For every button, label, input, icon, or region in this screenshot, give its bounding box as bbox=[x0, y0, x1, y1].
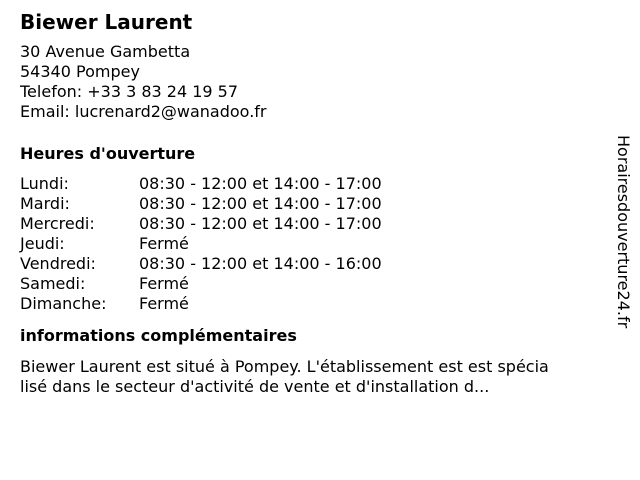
day-label: Mercredi: bbox=[20, 214, 95, 233]
info-heading: informations complémentaires bbox=[20, 326, 297, 345]
day-hours: Fermé bbox=[139, 234, 189, 253]
day-label: Dimanche: bbox=[20, 294, 107, 313]
opening-hours-table bbox=[20, 174, 610, 314]
day-hours: 08:30 - 12:00 et 14:00 - 16:00 bbox=[139, 254, 382, 273]
hours-row-saturday bbox=[20, 274, 610, 294]
hours-row-tuesday bbox=[20, 194, 610, 214]
day-hours: Fermé bbox=[139, 274, 189, 293]
description-line: lisé dans le secteur d'activité de vente et d'installation d... bbox=[20, 377, 490, 396]
address-block bbox=[20, 42, 610, 122]
business-name: Biewer Laurent bbox=[20, 10, 193, 34]
street-address: 30 Avenue Gambetta bbox=[20, 42, 191, 61]
site-watermark: Horairesdouverture24.fr bbox=[614, 135, 633, 329]
business-card bbox=[20, 10, 610, 397]
hours-row-sunday bbox=[20, 294, 610, 314]
day-label: Jeudi: bbox=[20, 234, 65, 253]
day-hours: 08:30 - 12:00 et 14:00 - 17:00 bbox=[139, 214, 382, 233]
hours-row-monday bbox=[20, 174, 610, 194]
day-label: Lundi: bbox=[20, 174, 69, 193]
day-hours: 08:30 - 12:00 et 14:00 - 17:00 bbox=[139, 194, 382, 213]
day-label: Mardi: bbox=[20, 194, 70, 213]
business-description bbox=[20, 357, 600, 397]
day-label: Samedi: bbox=[20, 274, 86, 293]
hours-row-thursday bbox=[20, 234, 610, 254]
description-line: Biewer Laurent est situé à Pompey. L'établissement est est spécia bbox=[20, 357, 549, 376]
hours-heading: Heures d'ouverture bbox=[20, 144, 196, 163]
day-hours: 08:30 - 12:00 et 14:00 - 17:00 bbox=[139, 174, 382, 193]
day-hours: Fermé bbox=[139, 294, 189, 313]
postal-city: 54340 Pompey bbox=[20, 62, 140, 81]
phone-number: Telefon: +33 3 83 24 19 57 bbox=[20, 82, 239, 101]
hours-row-wednesday bbox=[20, 214, 610, 234]
day-label: Vendredi: bbox=[20, 254, 96, 273]
email-address: Email: lucrenard2@wanadoo.fr bbox=[20, 102, 267, 121]
hours-row-friday bbox=[20, 254, 610, 274]
